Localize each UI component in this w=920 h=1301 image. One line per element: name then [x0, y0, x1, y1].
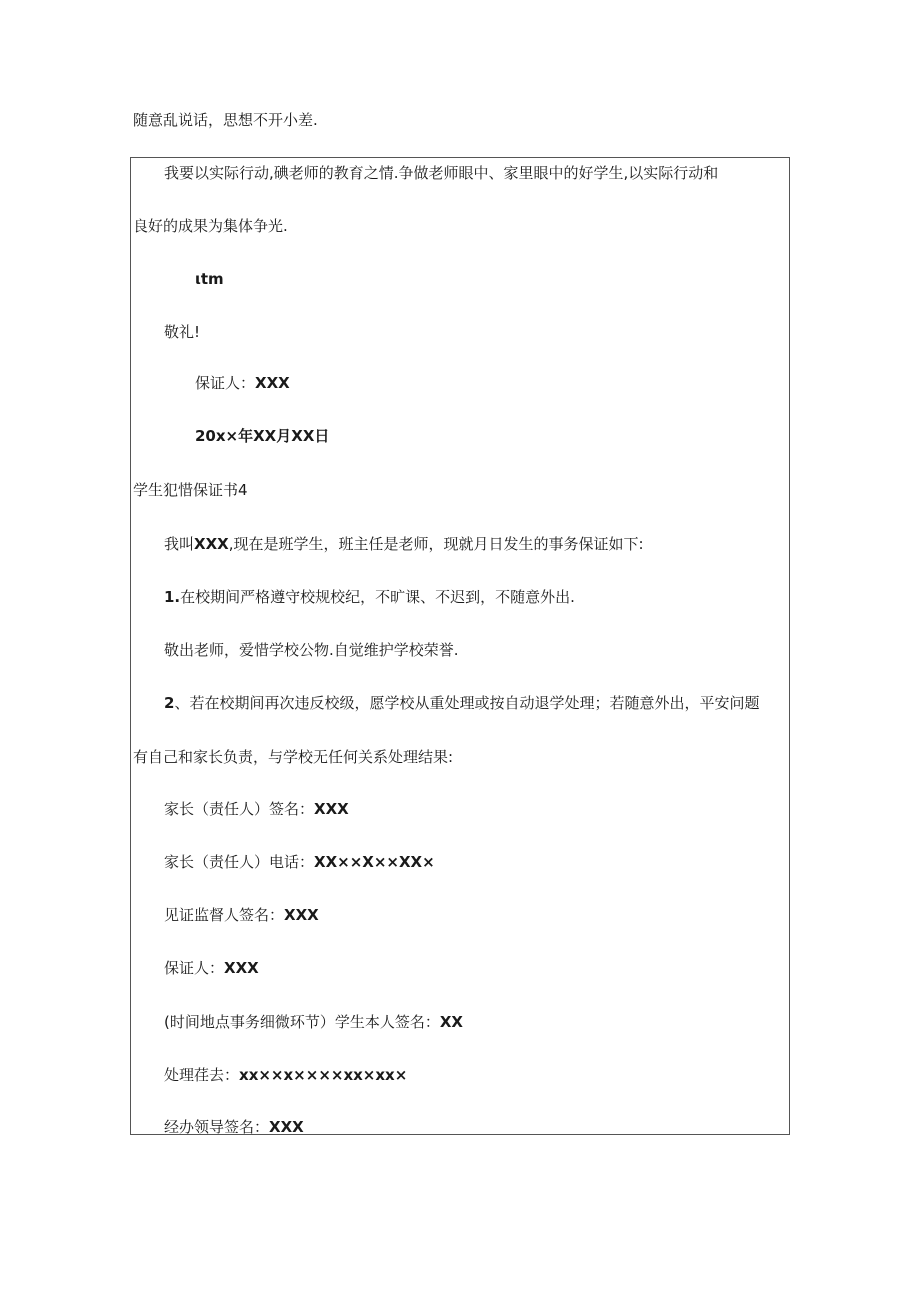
student-sign-label: (时间地点事务细微环节）学生本人签名：: [164, 1013, 440, 1031]
guarantor-2: [164, 958, 259, 978]
handling-label: 处理荏去：: [164, 1066, 240, 1084]
intro-a: 我叫: [164, 535, 195, 553]
intro-name: XXX: [194, 535, 229, 553]
student-sign: [164, 1012, 463, 1032]
date-line: 20x×年XX月XX日: [195, 427, 330, 445]
item-2-continued: 有自己和家长负责，与学校无任何关系处理结果:: [133, 748, 454, 766]
salute: 敬礼!: [164, 323, 201, 341]
garbled-text: ιtm: [195, 270, 224, 288]
witness-sign: [164, 905, 319, 925]
parent-phone: [164, 852, 435, 872]
parent-sign-value: XXX: [314, 800, 349, 818]
handling-value: xx××x××××xx×xx×: [239, 1066, 408, 1084]
witness-label: 见证监督人签名：: [164, 906, 285, 924]
leader-value: XXX: [269, 1118, 304, 1136]
guarantor-2-label: 保证人：: [164, 959, 225, 977]
handling-line: [164, 1065, 407, 1085]
item-2-text: 、若在校期间再次违反校级，愿学校从重处理或按自动退学处理；若随意外出，平安问题: [174, 694, 760, 712]
guarantor-value: XXX: [255, 374, 290, 392]
guarantor-label: 保证人：: [195, 374, 256, 392]
pledge-line-2: 良好的成果为集体争光.: [133, 217, 288, 235]
item-1-number: 1.: [164, 588, 181, 606]
parent-sign-label: 家长（责任人）签名：: [164, 800, 315, 818]
pledge-line-1: 我要以实际行动,碘老师的教育之情.争做老师眼中、家里眼中的好学生,以实际行动和: [164, 164, 719, 182]
item-1-text: 在校期间严格遵守校规校纪，不旷课、不迟到，不随意外出.: [180, 588, 575, 606]
guarantor-line: [195, 373, 290, 393]
intro-line: [164, 534, 644, 554]
item-1-continued: 敬出老师，爱惜学校公物.自觉维护学校荣誉.: [164, 641, 459, 659]
intro-c: ,现在是班学生，班主任是老师，现就月日发生的事务保证如下:: [228, 535, 644, 553]
student-sign-value: XX: [439, 1013, 463, 1031]
parent-sign: [164, 799, 349, 819]
section-title: 学生犯惜保证书4: [133, 481, 248, 499]
top-line: 随意乱说话，思想不开小差.: [133, 111, 318, 129]
item-2-number: 2: [164, 694, 175, 712]
parent-phone-value: XX××X××XX×: [314, 853, 435, 871]
guarantor-2-value: XXX: [224, 959, 259, 977]
item-2: [164, 693, 759, 713]
leader-sign: [164, 1117, 304, 1137]
leader-label: 经办领导签名：: [164, 1118, 270, 1136]
parent-phone-label: 家长（责任人）电话：: [164, 853, 315, 871]
witness-value: XXX: [284, 906, 319, 924]
item-1: [164, 587, 575, 607]
